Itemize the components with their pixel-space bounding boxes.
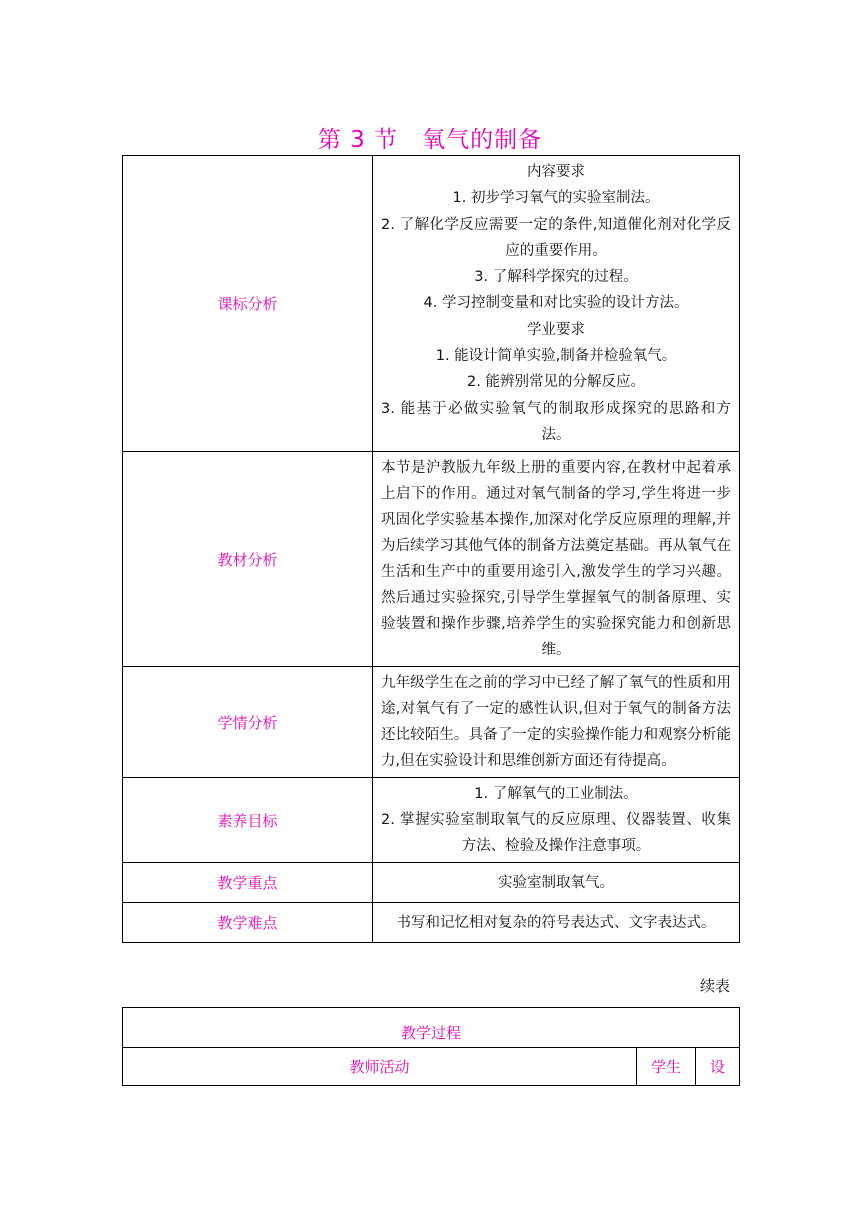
nandian-content: 书写和记忆相对复杂的符号表达式、文字表达式。 (373, 903, 740, 943)
row-label-nandian: 教学难点 (123, 903, 373, 943)
kebiao-line: 3. 能基于必做实验氧气的制取形成探究的思路和方法。 (381, 400, 731, 443)
table-row (123, 156, 740, 452)
row-label-xueqing: 学情分析 (123, 667, 373, 778)
kebiao-line: 内容要求 (527, 164, 585, 180)
continued-label: 续表 (699, 977, 730, 995)
table-row (123, 667, 740, 778)
table-row (123, 1048, 740, 1086)
row-label-suyang: 素养目标 (123, 778, 373, 863)
page-title: 第 3 节 氧气的制备 (317, 127, 543, 153)
kebiao-line: 1. 能设计简单实验,制备并检验氧气。 (435, 348, 677, 365)
kebiao-line: 学业要求 (527, 321, 585, 338)
kebiao-line: 2. 能辨别常见的分解反应。 (467, 374, 645, 391)
kebiao-line: 4. 学习控制变量和对比实验的设计方法。 (423, 295, 689, 312)
kebiao-line: 2. 了解化学反应需要一定的条件,知道催化剂对化学反应的重要作用。 (381, 216, 731, 259)
table-row (123, 452, 740, 667)
table-row (123, 1008, 740, 1048)
process-table (122, 1007, 740, 1086)
kebiao-line: 1. 初步学习氧气的实验室制法。 (452, 190, 660, 207)
suyang-line: 2. 掌握实验室制取氧气的反应原理、仪器装置、收集方法、检验及操作注意事项。 (381, 812, 731, 855)
row-label-zhongdian: 教学重点 (123, 863, 373, 903)
suyang-line: 1. 了解氧气的工业制法。 (474, 786, 638, 803)
kebiao-line: 3. 了解科学探究的过程。 (474, 269, 638, 286)
row-label-jiaocai: 教材分析 (123, 452, 373, 667)
col-student-activity: 学生 (637, 1048, 696, 1086)
process-header: 教学过程 (123, 1008, 740, 1048)
xueqing-content: 九年级学生在之前的学习中已经了解了氧气的性质和用途,对氧气有了一定的感性认识,但对于氧气的制备方法还比较陌生。具备了一定的实验操作能力和观察分析能力,但在实验设计和思维创新方面还有待提高。 (373, 667, 740, 778)
col-design-intent: 设 (696, 1048, 740, 1086)
table-row (123, 778, 740, 863)
row-label-kebiao: 课标分析 (123, 156, 373, 452)
jiaocai-content: 本节是沪教版九年级上册的重要内容,在教材中起着承上启下的作用。通过对氧气制备的学习,学生将进一步巩固化学实验基本操作,加深对化学反应原理的理解,并为后续学习其他气体的制备方法奠定基础。再从氧气在生活和生产中的重要用途引入,激发学生的学习兴趣。然后通过实验探究,引导学生掌握氧气的制备原理、实验装置和操作步骤,培养学生的实验探究能力和创新思维。 (373, 452, 740, 667)
suyang-content (373, 778, 740, 863)
col-teacher-activity: 教师活动 (123, 1048, 637, 1086)
zhongdian-content: 实验室制取氧气。 (373, 863, 740, 903)
table-row (123, 863, 740, 903)
lesson-plan-table (122, 155, 740, 943)
kebiao-content (373, 156, 740, 452)
table-row (123, 903, 740, 943)
